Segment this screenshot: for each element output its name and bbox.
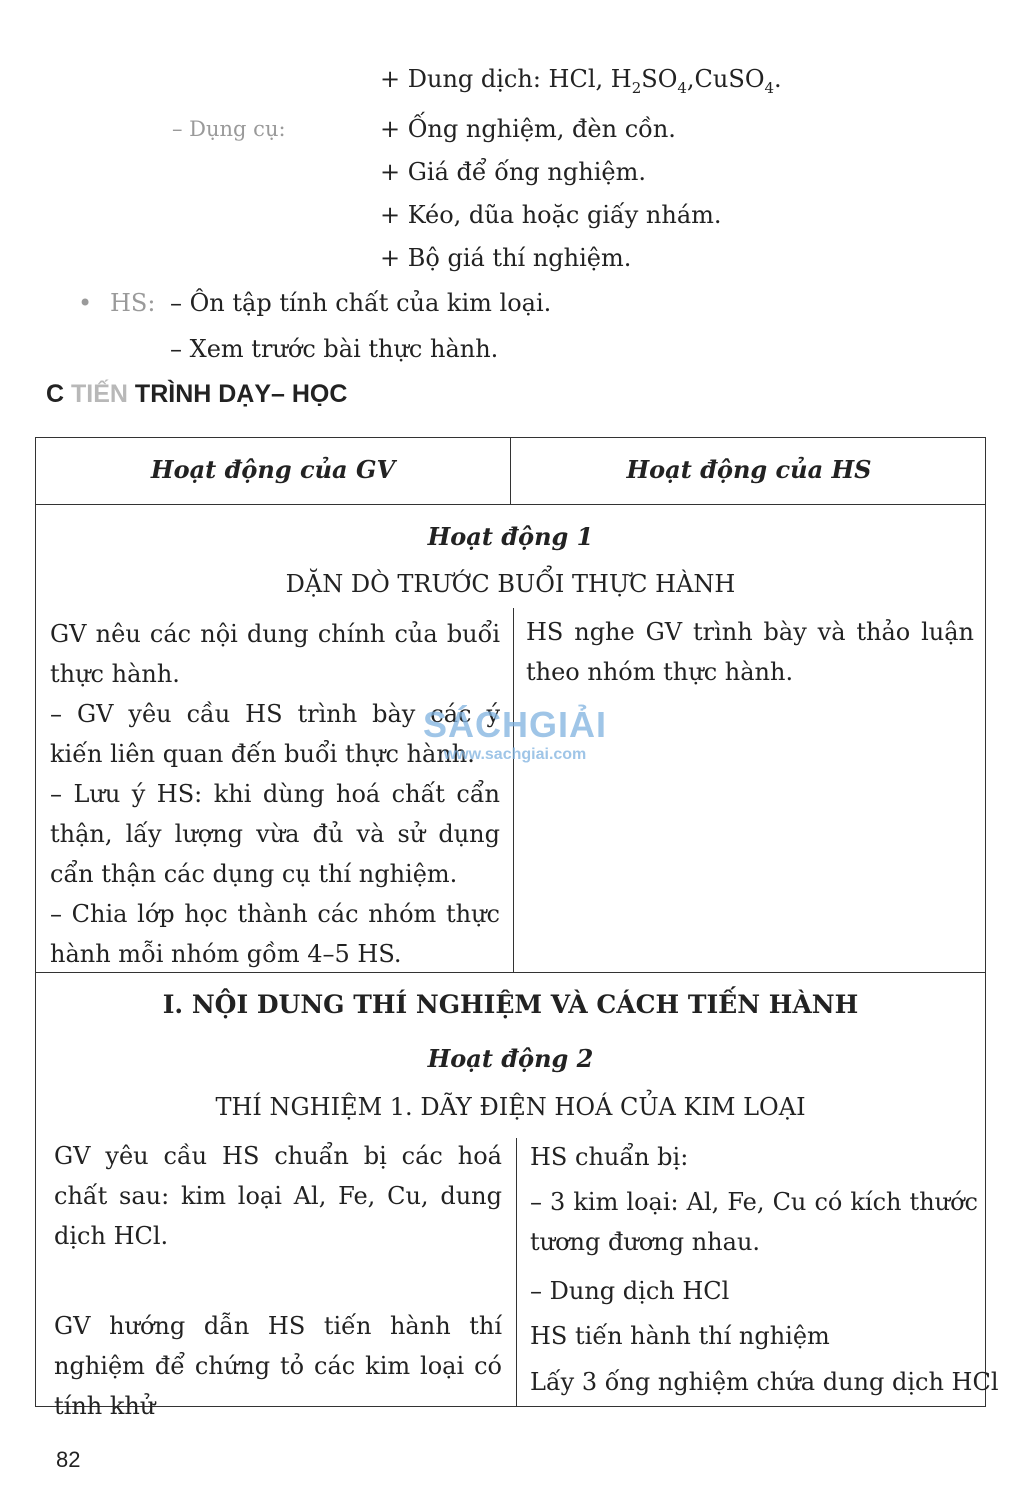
gv-paragraph: – GV yêu cầu HS trình bày các ý kiến liên quan đến buổi thực hành. (50, 700, 500, 768)
activity-1-title: DẶN DÒ TRƯỚC BUỔI THỰC HÀNH (285, 570, 736, 598)
section-i-title: I. NỘI DUNG THÍ NGHIỆM VÀ CÁCH TIẾN HÀNH (162, 990, 859, 1019)
section-title: TRÌNH DẠY– HỌC (134, 380, 348, 408)
hs-paragraph: – 3 kim loại: Al, Fe, Cu có kích thước tương đương nhau. (530, 1188, 978, 1256)
gv-paragraph: – Lưu ý HS: khi dùng hoá chất cẩn thận, lấy lượng vừa đủ và sử dụng cẩn thận các dụng cụ thí nghiệm. (50, 780, 500, 888)
activity-1-label: Hoạt động 1 (427, 522, 594, 551)
subscript: 4 (764, 78, 775, 97)
table-divider (513, 608, 514, 972)
activity-2-hs-list-item (530, 1182, 978, 1262)
activity-1-hs-cell (526, 612, 974, 692)
chem-line-end: . (774, 65, 782, 93)
watermark-url: www.sachgiai.com (443, 746, 587, 763)
gv-paragraph: GV hướng dẫn HS tiến hành thí nghiệm để chứng tỏ các kim loại có tính khử (54, 1312, 502, 1420)
chem-line-mid: ,CuSO (686, 65, 765, 93)
gv-paragraph: – Chia lớp học thành các nhóm thực hành mỗi nhóm gồm 4–5 HS. (50, 900, 500, 968)
tools-item: + Kéo, dũa hoặc giấy nhám. (380, 201, 722, 229)
subscript: 2 (631, 78, 642, 97)
hs-paragraph: HS chuẩn bị: (530, 1143, 689, 1171)
activity-2-label: Hoạt động 2 (427, 1044, 594, 1073)
hs-paragraph: – Dung dịch HCl (530, 1277, 730, 1305)
hs-label: HS: (110, 289, 156, 317)
section-c-heading (46, 380, 347, 409)
hs-paragraph: HS nghe GV trình bày và thảo luận theo nhóm thực hành. (526, 618, 974, 686)
tools-item: + Ống nghiệm, đèn cồn. (380, 115, 676, 143)
activity-2-gv-cell-2 (54, 1306, 502, 1426)
table-divider (510, 437, 511, 504)
activity-1-gv-cell (50, 614, 500, 974)
chem-line-mid: SO (641, 65, 678, 93)
page-number: 82 (56, 1447, 81, 1472)
bullet-icon: • (78, 289, 93, 317)
sachgiai-watermark-logo (410, 705, 620, 765)
tools-label: – Dụng cụ: (172, 117, 286, 141)
hs-paragraph: HS tiến hành thí nghiệm (530, 1322, 830, 1350)
column-header-hs: Hoạt động của HS (626, 455, 872, 484)
tools-item: + Bộ giá thí nghiệm. (380, 244, 632, 272)
watermark-title: SÁCHGIẢI (422, 704, 607, 745)
section-letter: C (46, 380, 65, 408)
activity-2-title: THÍ NGHIỆM 1. DÃY ĐIỆN HOÁ CỦA KIM LOẠI (215, 1093, 806, 1121)
table-divider (516, 1138, 517, 1407)
chem-solutions-line (380, 64, 782, 103)
hs-item: – Xem trước bài thực hành. (170, 335, 499, 363)
subscript: 4 (677, 78, 687, 97)
table-divider (35, 504, 986, 505)
chem-line-prefix: + Dung dịch: HCl, H (380, 65, 632, 93)
activity-2-gv-cell-1 (54, 1136, 502, 1256)
gv-paragraph: GV nêu các nội dung chính của buổi thực hành. (50, 620, 500, 688)
hs-item: – Ôn tập tính chất của kim loại. (170, 289, 552, 317)
section-title-faded: TIẾN (71, 380, 128, 408)
gv-paragraph: GV yêu cầu HS chuẩn bị các hoá chất sau: kim loại Al, Fe, Cu, dung dịch HCl. (54, 1142, 502, 1250)
hs-paragraph: Lấy 3 ống nghiệm chứa dung dịch HCl (530, 1368, 999, 1396)
column-header-gv: Hoạt động của GV (150, 455, 396, 484)
tools-item: + Giá để ống nghiệm. (380, 158, 646, 186)
